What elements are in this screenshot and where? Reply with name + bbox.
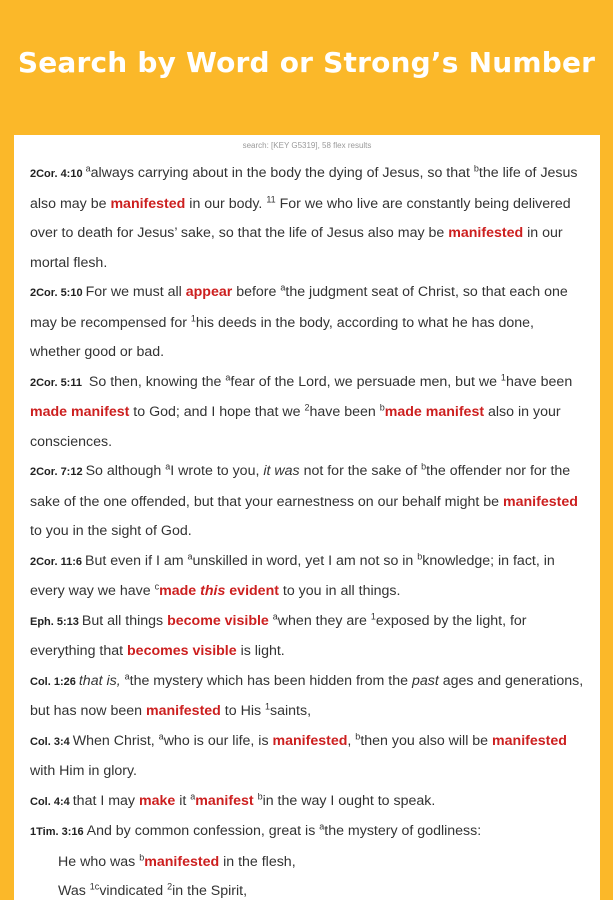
verse-text: when they are xyxy=(277,612,371,629)
footnote-marker[interactable]: c xyxy=(154,581,160,592)
verse-text: exposed by the light, for everything that xyxy=(30,612,527,659)
verse-text: When Christ, xyxy=(72,732,159,749)
verse-result[interactable] xyxy=(30,457,586,547)
verse-text: to God; and I hope that we xyxy=(129,404,305,420)
search-match: manifested xyxy=(448,225,524,241)
verse-reference[interactable]: Col. 1:26 xyxy=(30,675,76,688)
search-match: manifested xyxy=(502,493,578,510)
verse-text: to you in all things. xyxy=(278,583,401,599)
footnote-marker[interactable]: a xyxy=(319,821,325,832)
verse-text: , xyxy=(347,732,356,749)
verse-text: in our body. xyxy=(185,195,267,212)
italic-text: it was xyxy=(263,463,300,479)
footnote-marker[interactable]: b xyxy=(417,550,423,561)
footnote-marker[interactable]: a xyxy=(165,461,171,472)
verse-text: But all things xyxy=(81,612,168,629)
verse-text: who is our life, is xyxy=(163,732,273,749)
search-match: manifested xyxy=(272,732,348,749)
verse-text: in the Spirit, xyxy=(172,883,248,899)
footnote-marker[interactable]: b xyxy=(139,851,145,862)
verse-text: He who was xyxy=(58,853,140,870)
verse-reference[interactable]: 2Cor. 7:12 xyxy=(30,466,83,478)
verse-text: in our mortal flesh. xyxy=(30,225,563,271)
italic-text: past xyxy=(411,672,439,689)
verse-text: it xyxy=(175,792,191,809)
verse-reference[interactable]: Col. 3:4 xyxy=(30,735,70,748)
verse-text: Was xyxy=(58,883,90,899)
footnote-marker[interactable]: a xyxy=(85,163,91,174)
search-match: manifest xyxy=(195,792,254,809)
search-match: manifested xyxy=(110,195,186,212)
search-match: made xyxy=(159,583,201,599)
search-match: manifested xyxy=(492,732,567,749)
verse-text: also in your consciences. xyxy=(30,404,561,450)
verse-text: his deeds in the body, according to what he has done, whether good or bad. xyxy=(30,314,534,360)
verse-reference[interactable]: Col. 4:4 xyxy=(30,795,70,808)
search-match: become visible xyxy=(167,612,269,629)
footnote-marker[interactable]: 1c xyxy=(89,881,100,892)
search-match: this xyxy=(200,583,226,599)
verse-text: with Him in glory. xyxy=(30,763,137,779)
verse-reference[interactable]: Eph. 5:13 xyxy=(30,615,79,628)
footnote-marker[interactable]: b xyxy=(355,730,361,741)
verse-text: For we must all xyxy=(85,284,186,300)
verse-text: But even if I am xyxy=(84,552,188,569)
footnote-marker[interactable]: b xyxy=(473,163,479,174)
verse-text: the offender nor for the sake of the one offended, but that your earnestness on our behalf might be xyxy=(30,463,571,510)
verse-text: to His xyxy=(220,703,266,719)
verse-text: the life of Jesus also may be xyxy=(30,165,578,212)
verse-text: the mystery which has been hidden from the xyxy=(129,672,412,689)
footnote-marker[interactable]: 1 xyxy=(265,701,271,712)
search-match: manifested xyxy=(145,703,221,719)
footnote-marker[interactable]: a xyxy=(280,282,286,293)
verse-text: ages and generations, but has now been xyxy=(30,672,584,719)
footnote-marker[interactable]: a xyxy=(158,730,164,741)
verse-text: is light. xyxy=(236,643,285,659)
verse-result[interactable] xyxy=(30,278,586,368)
verse-text: I wrote to you, xyxy=(170,463,264,479)
footnote-marker[interactable]: b xyxy=(257,790,263,801)
verse-reference[interactable]: 2Cor. 5:10 xyxy=(30,287,83,299)
italic-text: that is, xyxy=(78,672,121,689)
footnote-marker[interactable]: a xyxy=(190,790,196,801)
verse-text: vindicated xyxy=(99,883,168,899)
results-list xyxy=(14,153,600,900)
search-results-panel[interactable] xyxy=(14,135,600,900)
footnote-marker[interactable]: 2 xyxy=(304,402,310,413)
verse-result[interactable] xyxy=(30,547,586,607)
verse-text: always carrying about in the body the dying of Jesus, so that xyxy=(90,165,474,181)
verse-text: And by common confession, great is xyxy=(86,823,320,839)
verse-result[interactable] xyxy=(30,159,586,278)
verse-text: For we who live are constantly being delivered over to death for Jesus’ sake, so that the life of Jesus also may be xyxy=(30,195,571,241)
verse-text: fear of the Lord, we persuade men, but we xyxy=(230,373,501,390)
verse-text: the mystery of godliness: xyxy=(324,823,482,839)
banner-title: Search by Word or Strong’s Number xyxy=(17,46,596,79)
footnote-marker[interactable]: 1 xyxy=(370,610,376,621)
verse-text: to you in the sight of God. xyxy=(30,523,192,539)
search-match: becomes visible xyxy=(127,643,237,659)
search-query-caption: search: [KEY G5319], 58 flex results xyxy=(242,141,372,150)
verse-result[interactable] xyxy=(30,817,586,848)
verse-text: have been xyxy=(505,373,573,390)
promo-banner xyxy=(0,0,613,135)
footnote-marker[interactable]: 11 xyxy=(266,193,276,204)
verse-text: knowledge; in fact, in every way we have xyxy=(30,552,555,599)
footnote-marker[interactable]: a xyxy=(272,610,278,621)
verse-text: in the way I ought to speak. xyxy=(262,792,436,809)
verse-result[interactable] xyxy=(30,607,586,667)
verse-text: before xyxy=(232,284,281,300)
verse-result[interactable] xyxy=(30,667,586,727)
footnote-marker[interactable]: a xyxy=(187,550,193,561)
search-match: manifested xyxy=(144,853,220,870)
verse-result[interactable] xyxy=(30,368,586,458)
verse-text: So although xyxy=(85,463,166,479)
footnote-marker[interactable]: 1 xyxy=(500,371,506,382)
footnote-marker[interactable]: b xyxy=(379,402,385,413)
verse-text: have been xyxy=(309,404,380,420)
verse-result[interactable] xyxy=(30,787,586,818)
verse-text: unskilled in word, yet I am not so in xyxy=(192,552,418,569)
footnote-marker[interactable]: 1 xyxy=(190,312,196,323)
verse-reference[interactable]: 1Tim. 3:16 xyxy=(30,826,84,838)
verse-text: in the flesh, xyxy=(219,853,296,870)
poem-line xyxy=(30,877,586,900)
footnote-marker[interactable]: 2 xyxy=(167,881,173,892)
verse-text: So then, knowing the xyxy=(84,373,226,390)
footnote-marker[interactable]: a xyxy=(124,670,130,681)
search-match: appear xyxy=(185,284,233,300)
verse-text: that I may xyxy=(72,792,139,809)
search-match: made manifest xyxy=(30,404,130,420)
verse-text: then you also will be xyxy=(360,732,493,749)
verse-text: saints, xyxy=(270,703,312,719)
search-match: evident xyxy=(225,583,279,599)
verse-reference[interactable]: 2Cor. 11:6 xyxy=(30,555,82,568)
verse-text: the judgment seat of Christ, so that each one may be recompensed for xyxy=(30,284,568,331)
footnote-marker[interactable]: a xyxy=(225,371,231,382)
search-match: make xyxy=(138,792,176,809)
search-match: made manifest xyxy=(384,404,485,420)
verse-reference[interactable]: 2Cor. 4:10 xyxy=(30,168,83,180)
poem-line xyxy=(30,848,586,878)
footnote-marker[interactable]: b xyxy=(421,461,427,472)
verse-text: not for the sake of xyxy=(299,463,422,479)
verse-result[interactable] xyxy=(30,727,586,787)
verse-reference[interactable]: 2Cor. 5:11 xyxy=(30,376,82,389)
